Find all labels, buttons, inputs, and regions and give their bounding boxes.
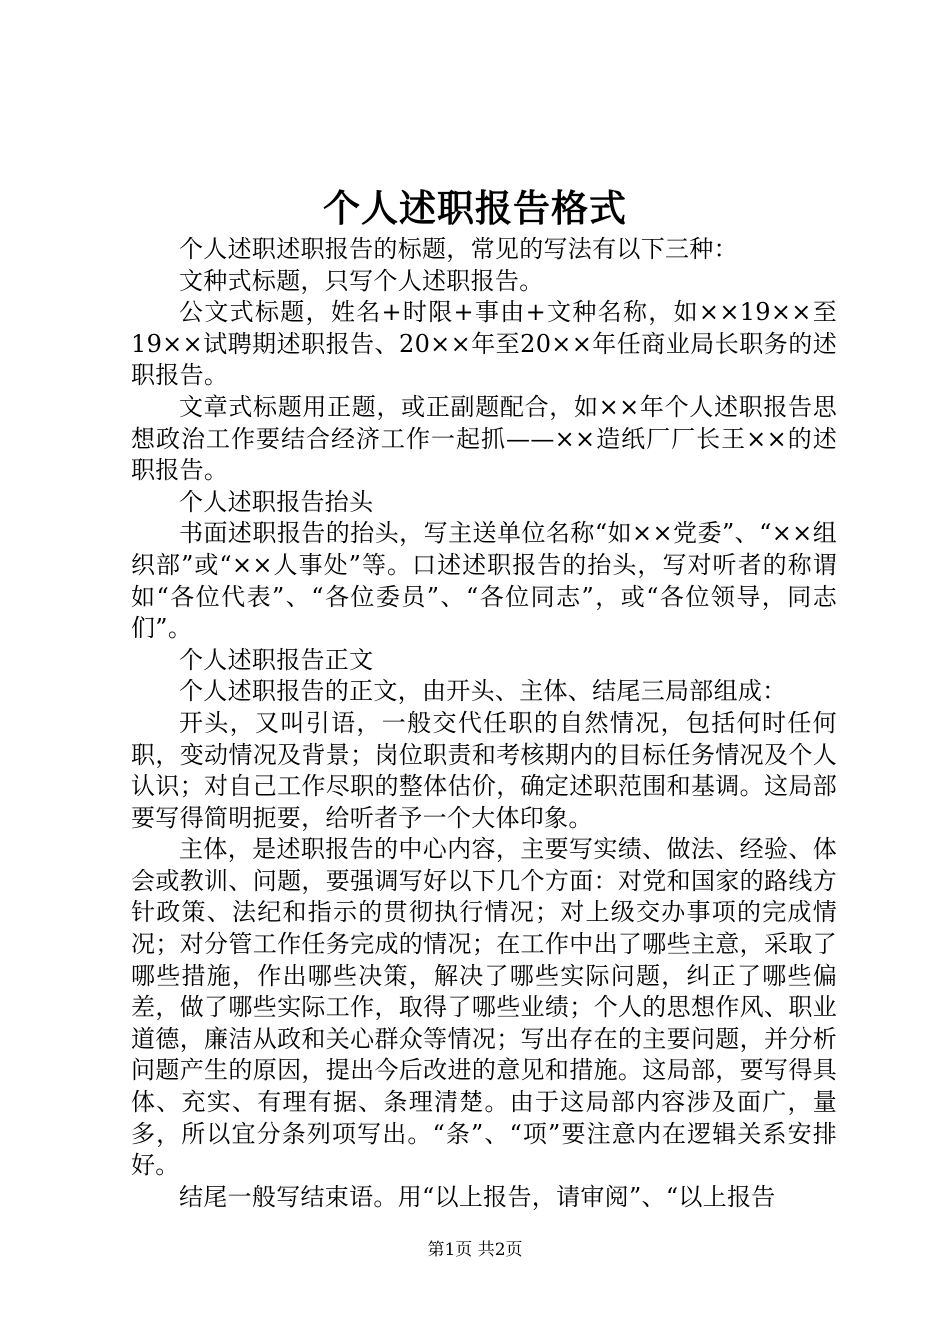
document-body <box>131 234 837 1213</box>
paragraph: 公文式标题，姓名+时限+事由+文种名称，如××19××至19××试聘期述职报告、20××年至20××年任商业局长职务的述职报告。 <box>131 298 837 390</box>
paragraph: 文种式标题，只写个人述职报告。 <box>179 266 544 295</box>
page-title: 个人述职报告格式 <box>323 186 627 230</box>
paragraph: 文章式标题用正题，或正副题配合，如××年个人述职报告思想政治工作要结合经济工作一起抓——××造纸厂厂长王××的述职报告。 <box>131 392 837 485</box>
paragraph: 开头，又叫引语，一般交代任职的自然情况，包括何时任何职，变动情况及背景；岗位职责和考核期内的目标任务情况及个人认识；对自己工作尽职的整体估价，确定述职范围和基调。这局部要写得简明扼要，给听者予一个大体印象。 <box>131 708 837 832</box>
paragraph: 个人述职报告的正文，由开头、主体、结尾三局部组成： <box>179 677 787 706</box>
section-heading: 个人述职报告正文 <box>179 645 374 674</box>
paragraph: 结尾一般写结束语。用“以上报告，请审阅”、“以上报告 <box>179 1182 776 1211</box>
paragraph: 主体，是述职报告的中心内容，主要写实绩、做法、经验、体会或教训、问题，要强调写好以下几个方面：对党和国家的路线方针政策、法纪和指示的贯彻执行情况；对上级交办事项的完成情况；对分管工作任务完成的情况；在工作中出了哪些主意，采取了哪些措施，作出哪些决策，解决了哪些实际问题，纠正了哪些偏差，做了哪些实际工作，取得了哪些业绩；个人的思想作风、职业道德，廉洁从政和关心群众等情况；写出存在的主要问题，并分析问题产生的原因，提出今后改进的意见和措施。这局部，要写得具体、充实、有理有据、条理清楚。由于这局部内容涉及面广，量多，所以宜分条列项写出。“条”、“项”要注意内在逻辑关系安排好。 <box>131 835 837 1180</box>
page-number-footer: 第1页 共2页 <box>427 1240 523 1260</box>
section-heading: 个人述职报告抬头 <box>179 487 374 516</box>
paragraph: 书面述职报告的抬头，写主送单位名称“如××党委”、“××组织部”或“××人事处”等。口述述职报告的抬头，写对听者的称谓如“各位代表”、“各位委员”、“各位同志”，或“各位领导，同志们”。 <box>131 519 837 643</box>
paragraph: 个人述职述职报告的标题，常见的写法有以下三种： <box>179 235 738 263</box>
